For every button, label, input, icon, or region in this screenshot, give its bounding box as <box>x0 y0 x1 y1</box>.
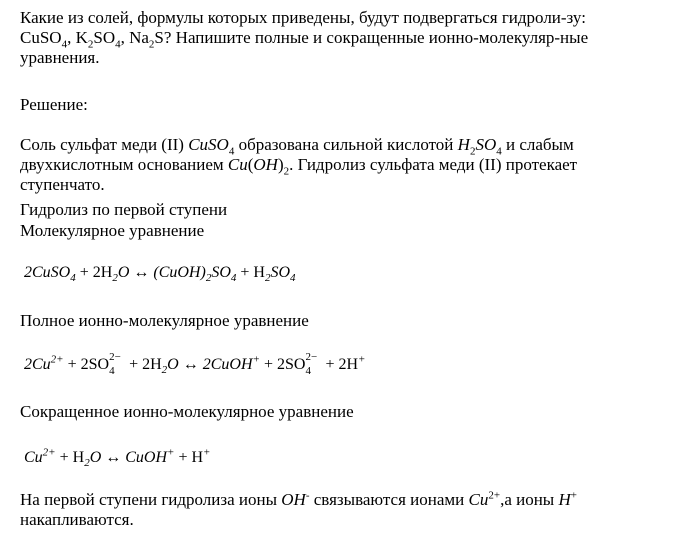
explanation-paragraph: Соль сульфат меди (II) CuSO$_4$ образована сильной кислотой $H_2SO_4$ и слабым двухкислотным основанием $Cu(OH)_2$. Гидролиз сульфата меди (II) протекает ступенчато. <box>20 135 578 194</box>
question-line-2: CuSO$_4$, $K_2SO_4$, $Na_2S$? Напишите полные и сокращенные ионно-молекуляр-ные <box>20 28 589 51</box>
short-ionic-equation: $Cu^{2+} + H_2O$ ↔ CuOH+ + H+ <box>24 446 211 470</box>
question-paragraph <box>20 8 660 68</box>
short-ionic-equation-label: Сокращенное ионно-молекулярное уравнение <box>20 402 354 421</box>
conclusion-paragraph: На первой ступени гидролиза ионы OH- связываются ионами $Cu^{2+},а$ ионы H+ накапливаются. <box>20 489 577 529</box>
full-ionic-equation: $2Cu^{2+} + 2SO$ 2− 4 + $2H_2O$ ↔ 2CuOH+ + 2SO 2− 4 + 2H+ <box>24 351 366 378</box>
step-label: Гидролиз по первой ступени <box>20 200 228 219</box>
molecular-equation: 2CuSO$_4$ + $2H_2O$ ↔ $(CuOH)_2SO_4 + H_2SO_4$ <box>24 264 296 285</box>
molecular-equation-label: Молекулярное уравнение <box>20 221 205 240</box>
solution-label: Решение: <box>20 95 88 114</box>
question-line-3: уравнения. <box>20 48 100 67</box>
question-line-1: Какие из солей, формулы которых приведены, будут подвергаться гидроли-зу: <box>20 8 586 27</box>
full-ionic-equation-label: Полное ионно-молекулярное уравнение <box>20 311 309 330</box>
